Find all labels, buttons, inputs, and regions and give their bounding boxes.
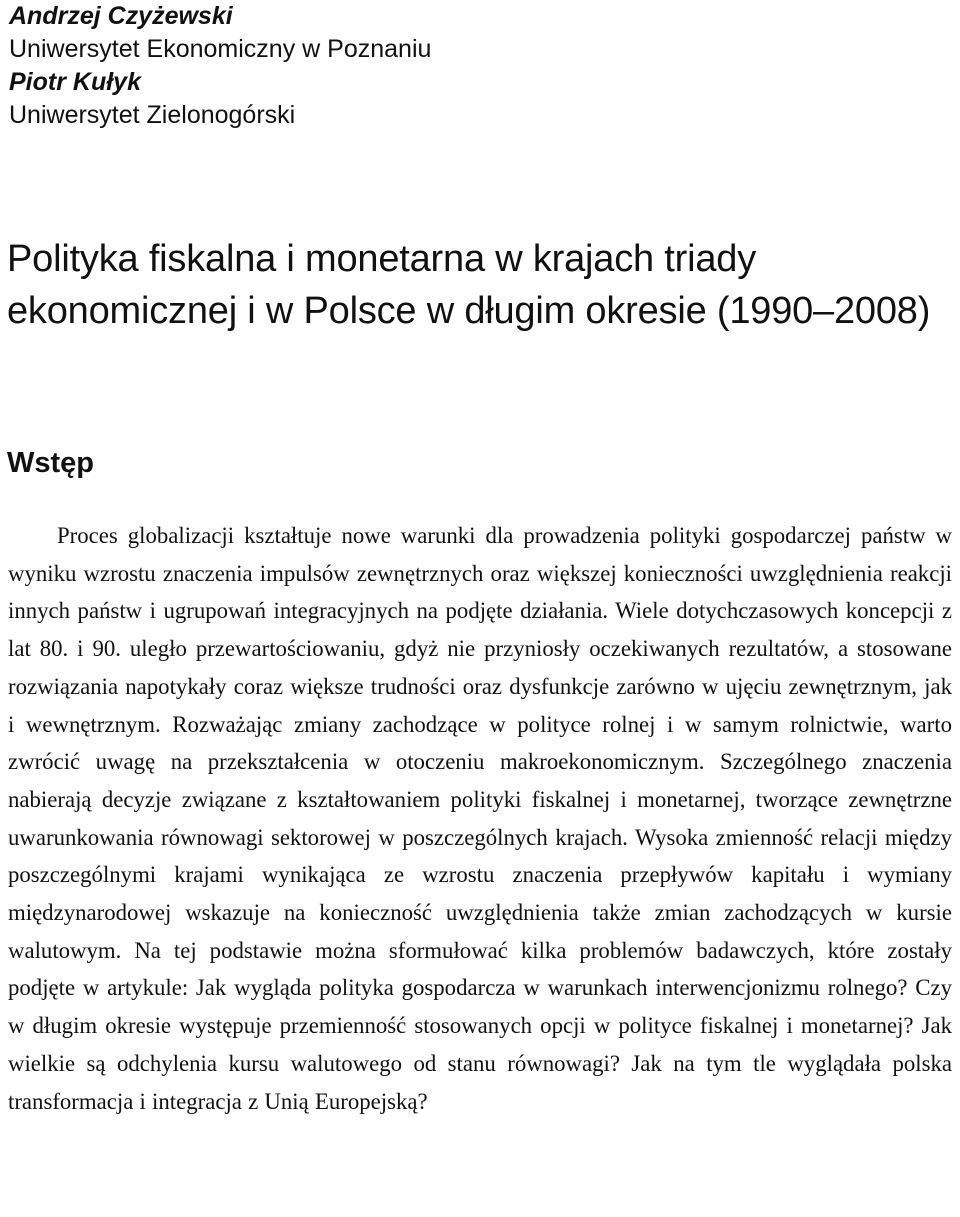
- section-heading: Wstęp: [7, 447, 94, 479]
- author-affiliation: Uniwersytet Ekonomiczny w Poznaniu: [9, 35, 432, 63]
- author-block: [9, 0, 909, 132]
- paper-title: Polityka fiskalna i monetarna w krajach triady ekonomicznej i w Polsce w długim okresie (1990–2008): [7, 238, 931, 332]
- author-name: Andrzej Czyżewski: [9, 2, 233, 30]
- body-paragraph: Proces globalizacji kształtuje nowe warunki dla prowadzenia polityki gospodarczej państw w wyniku wzrostu znaczenia impulsów zewnętrznych oraz większej konieczności uwzględnienia reakcji innych państw i ugrupowań integracyjnych na podjęte działania. Wiele dotychczasowych koncepcji z lat 80. i 90. uległo przewartościowaniu, gdyż nie przyniosły oczekiwanych rezultatów, a stosowane rozwiązania napotykały coraz większe trudności oraz dysfunkcje zarówno w ujęciu zewnętrznym, jak i wewnętrznym. Rozważając zmiany zachodzące w polityce rolnej i w samym rolnictwie, warto zwrócić uwagę na przekształcenia w otoczeniu makroekonomicznym. Szczególnego znaczenia nabierają decyzje związane z kształtowaniem polityki fiskalnej i monetarnej, tworzące zewnętrzne uwarunkowania równowagi sektorowej w poszczególnych krajach. Wysoka zmienność relacji między poszczególnymi krajami wynikająca ze wzrostu znaczenia przepływów kapitału i wymiany międzynarodowej wskazuje na konieczność uwzględnienia także zmian zachodzących w kursie walutowym. Na tej podstawie można sformułować kilka problemów badawczych, które zostały podjęte w artykule: Jak wygląda polityka gospodarcza w warunkach interwencjonizmu rolnego? Czy w długim okresie występuje przemienność stosowanych opcji w polityce fiskalnej i monetarnej? Jak wielkie są odchylenia kursu walutowego od stanu równowagi? Jak na tym tle wyglądała polska transformacja i integracja z Unią Europejską?: [8, 523, 952, 1114]
- author-affiliation: Uniwersytet Zielonogórski: [9, 101, 296, 129]
- author-name: Piotr Kułyk: [9, 68, 141, 96]
